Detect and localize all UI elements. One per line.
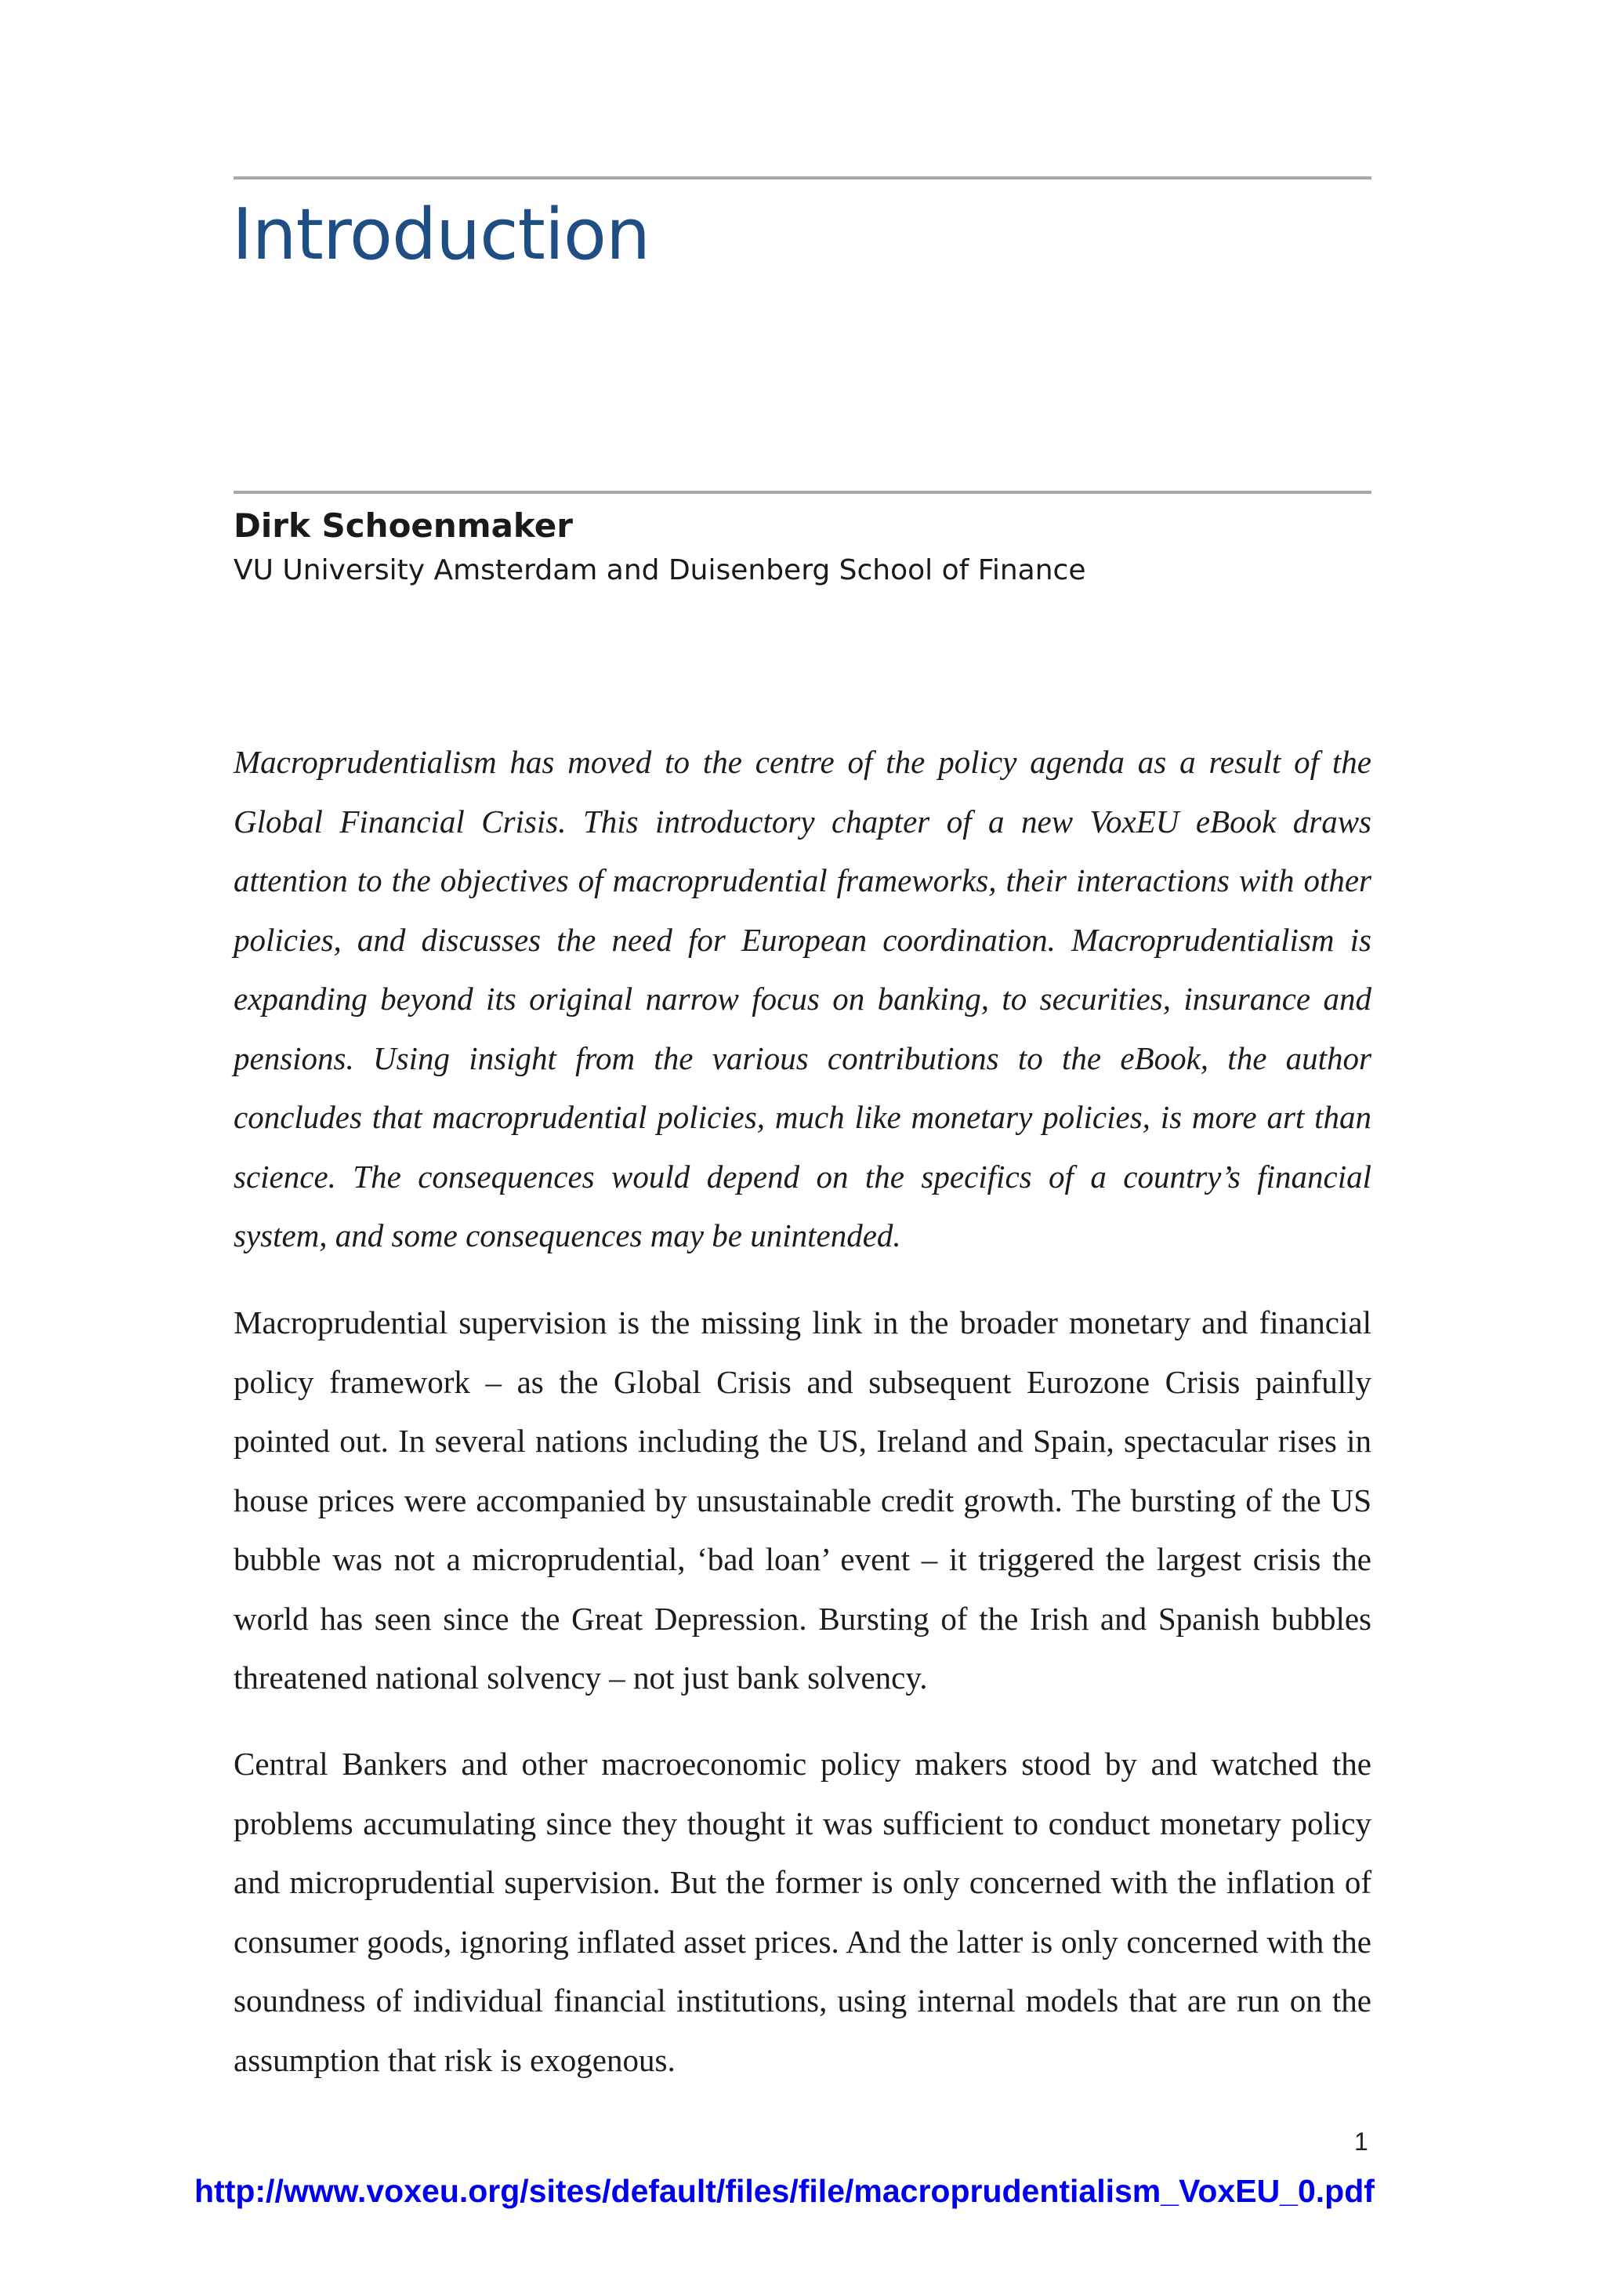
- page-number: 1: [1354, 2127, 1368, 2156]
- author-name: Dirk Schoenmaker: [234, 506, 573, 545]
- body-paragraph: Macroprudential supervision is the missing link in the broader monetary and financial policy framework – as the Global Crisis and subsequent Eurozone Crisis painfully pointed out. In several nations including the US, Ireland and Spain, spectacular rises in house prices were accompanied by unsustainable credit growth. The bursting of the US bubble was not a microprudential, ‘bad loan’ event – it triggered the largest crisis the world has seen since the Great Depression. Bursting of the Irish and Spanish bubbles threatened national solvency – not just bank solvency.: [234, 1304, 1371, 1696]
- body-paragraph: Central Bankers and other macroeconomic policy makers stood by and watched the problems accumulating since they thought it was sufficient to conduct monetary policy and microprudential supervision. But the former is only concerned with the inflation of consumer goods, ignoring inflated asset prices. And the latter is only concerned with the soundness of individual financial institutions, using internal models that are run on the assumption that risk is exogenous.: [234, 1746, 1371, 2078]
- author-top-rule: [234, 491, 1371, 494]
- author-affiliation: VU University Amsterdam and Duisenberg School of Finance: [234, 554, 1086, 586]
- abstract: Macroprudentialism has moved to the centre of the policy agenda as a result of the Global Financial Crisis. This introductory chapter of a new VoxEU eBook draws attention to the objectives of macroprudential frameworks, their interactions with other policies, and discusses the need for European coordination. Macroprudentialism is expanding beyond its original narrow focus on banking, to securities, insurance and pensions. Using insight from the various contributions to the eBook, the author concludes that macroprudential policies, much like monetary policies, is more art than science. The consequences would depend on the specifics of a country’s financial system, and some consequences may be unintended.: [234, 744, 1371, 1253]
- title-top-rule: [234, 176, 1371, 180]
- chapter-title: Introduction: [232, 194, 650, 276]
- source-url-link[interactable]: http://www.voxeu.org/sites/default/files/file/macroprudentialism_VoxEU_0.pdf: [194, 2173, 1375, 2209]
